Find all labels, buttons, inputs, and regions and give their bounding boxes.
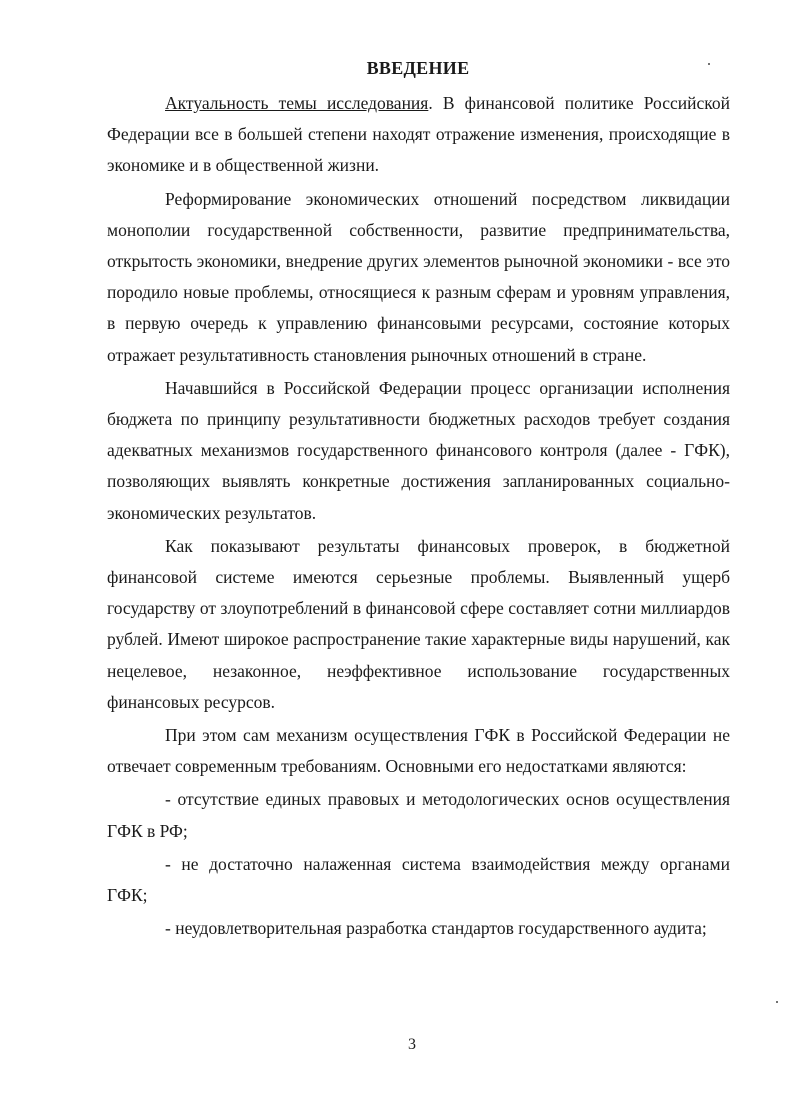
scan-speck: [708, 63, 710, 65]
scan-speck: [776, 1001, 778, 1003]
paragraph-mechanism: При этом сам механизм осуществления ГФК в Российской Федерации не отвечает современным требованиям. Основными его недостатками являются:: [107, 725, 730, 777]
list-item: - отсутствие единых правовых и методологических основ осуществления ГФК в РФ;: [107, 789, 730, 841]
paragraph-audits: Как показывают результаты финансовых проверок, в бюджетной финансовой системе имеются серьезные проблемы. Выявленный ущерб государству от злоупотреблений в финансовой сфере составляет сотни миллиардов рублей. Имеют широкое распространение такие характерные виды нарушений, как нецелевое, незаконное, неэффективное использование государственных финансовых ресурсов.: [107, 535, 730, 712]
list-item: - не достаточно налаженная система взаимодействия между органами ГФК;: [107, 853, 730, 906]
paragraph-budget: Начавшийся в Российской Федерации процесс организации исполнения бюджета по принципу результативности бюджетных расходов требует создания адекватных механизмов государственного финансового контроля (далее - ГФК), позволяющих выявлять конкретные достижения запланированных социально-экономических результатов.: [107, 377, 730, 523]
relevance-text: . В финансовой политике Российской Федерации все в большей степени находят отражение изменения, происходящие в экономике и в общественной жизни.: [107, 93, 730, 176]
relevance-heading: Актуальность темы исследования: [165, 93, 429, 113]
page-title: ВВЕДЕНИЕ: [366, 58, 470, 78]
paragraph-relevance: [107, 88, 730, 182]
document-body: [107, 88, 730, 944]
list-item: - неудовлетворительная разработка стандартов государственного аудита;: [165, 918, 707, 939]
page-number: 3: [408, 1036, 416, 1053]
paragraph-reform: Реформирование экономических отношений посредством ликвидации монополии государственной собственности, развитие предпринимательства, открытость экономики, внедрение других элементов рыночной экономики - все это породило новые проблемы, относящиеся к разным сферам и уровням управления, в первую очередь к управлению финансовыми ресурсами, состояние которых отражает результативность становления рыночных отношений в стране.: [107, 188, 730, 365]
